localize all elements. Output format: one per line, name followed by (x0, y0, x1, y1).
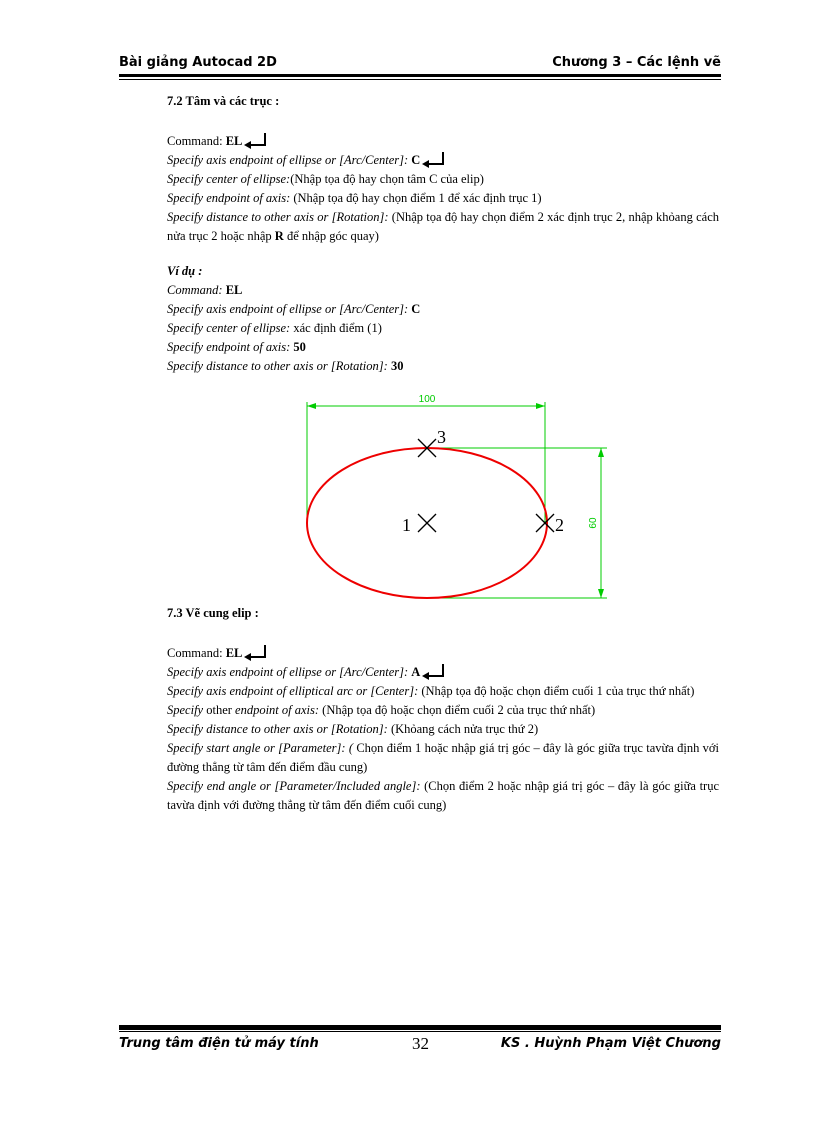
example-line: Specify center of ellipse: xác định điểm (1) (167, 321, 382, 335)
example-line: Command: EL (167, 283, 243, 297)
page-header (119, 55, 721, 73)
point-label-3: 3 (437, 427, 446, 447)
header-rule-thick (119, 74, 721, 77)
prompt-line: Specify center of ellipse:(Nhập tọa độ hay chọn tâm C của elip) (167, 172, 484, 186)
command-line: Command: EL (167, 644, 719, 663)
prompt-line: Specify axis endpoint of ellipse or [Arc/Center]: C (167, 151, 719, 170)
header-rule-thin (119, 79, 721, 80)
point-label-2: 2 (555, 515, 564, 535)
example-line: Specify endpoint of axis: 50 (167, 340, 306, 354)
command-line: Command: EL (167, 132, 719, 151)
prompt-line: Specify end angle or [Parameter/Included angle]: (Chọn điểm 2 hoặc nhập giá trị góc – đây là góc giữa trục tavừa định với đường thẳng từ tâm đến điểm cuối cung) (167, 779, 719, 812)
prompt-line: Specify distance to other axis or [Rotation]: (Khỏang cách nửa trục thứ 2) (167, 722, 539, 736)
page-number: 32 (412, 1034, 429, 1053)
section-heading: 7.3 Vẽ cung elip : (167, 606, 259, 620)
footer-center-name: Trung tâm điện tử máy tính (119, 1036, 319, 1051)
example-heading: Ví dụ : (167, 264, 203, 278)
header-course-title: Bài giảng Autocad 2D (119, 55, 277, 70)
prompt-line: Specify distance to other axis or [Rotation]: (Nhập tọa độ hay chọn điểm 2 xác định trục 2, nhập khỏang cách nửa trục 2 hoặc nhập R để nhập góc quay) (167, 210, 719, 243)
example-line: Specify distance to other axis or [Rotation]: 30 (167, 359, 404, 373)
height-dimension-label: 60 (588, 517, 599, 529)
point-label-1: 1 (402, 515, 411, 535)
section-heading: 7.2 Tâm và các trục : (167, 94, 280, 108)
enter-key-icon (421, 151, 447, 171)
prompt-line: Specify other endpoint of axis: (Nhập tọa độ hoặc chọn điểm cuối 2 của trục thứ nhất) (167, 703, 596, 717)
section-7-2 (167, 92, 719, 246)
dim-arrow-right (536, 403, 545, 409)
prompt-line: Specify start angle or [Parameter]: ( Chọn điểm 1 hoặc nhập giá trị góc – đây là góc giữa trục tavừa định với đường thẳng từ tâm đến điểm đầu cung) (167, 741, 719, 774)
prompt-line: Specify axis endpoint of ellipse or [Arc/Center]: A (167, 663, 719, 682)
header-chapter-title: Chương 3 – Các lệnh vẽ (552, 55, 721, 70)
section-7-3 (167, 604, 719, 815)
dim-arrow-bottom (598, 589, 604, 598)
width-dimension-label: 100 (418, 394, 436, 405)
enter-key-icon (421, 663, 447, 683)
example-block (167, 262, 719, 376)
footer-rule-thick (119, 1025, 721, 1030)
footer-author: KS . Huỳnh Phạm Việt Chương (500, 1036, 721, 1051)
example-line: Specify axis endpoint of ellipse or [Arc/Center]: C (167, 302, 421, 316)
dim-arrow-left (307, 403, 316, 409)
dim-arrow-top (598, 448, 604, 457)
ellipse-diagram (290, 390, 620, 605)
enter-key-icon (243, 132, 269, 152)
center-point-marker (418, 514, 436, 532)
footer-rule-thin (119, 1031, 721, 1032)
prompt-line: Specify axis endpoint of elliptical arc or [Center]: (Nhập tọa độ hoặc chọn điểm cuối 1 của trục thứ nhất) (167, 684, 695, 698)
enter-key-icon (243, 644, 269, 664)
prompt-line: Specify endpoint of axis: (Nhập tọa độ hay chọn điểm 1 để xác định trục 1) (167, 191, 542, 205)
